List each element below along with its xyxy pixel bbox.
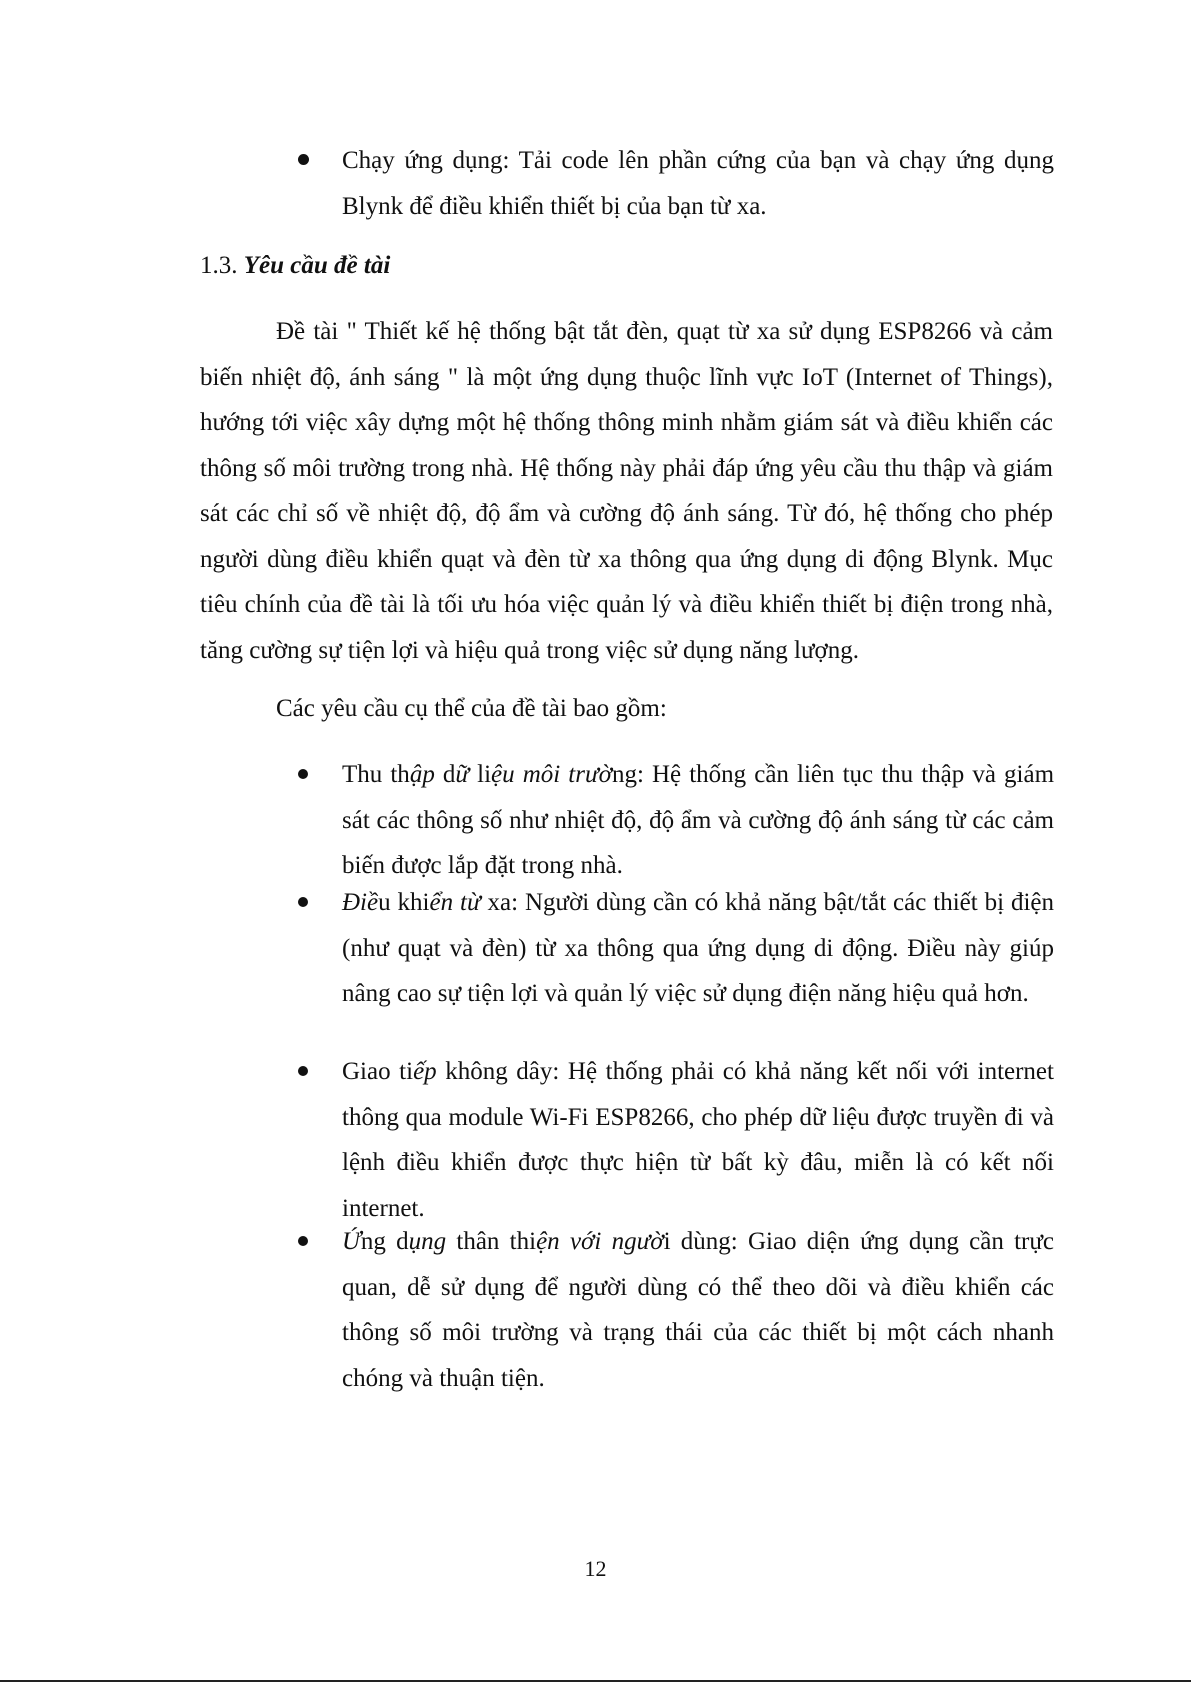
list-item-text	[342, 1219, 1054, 1401]
list-item-body: : Giao diện ứng dụng cần trực quan, dễ sử dụng để người dùng có thể theo dõi và điều khiển các thông số môi trường và trạng thái của các thiết bị một cách nhanh chóng và thuận tiện.	[342, 1228, 1055, 1392]
list-item-text	[342, 1049, 1054, 1231]
page-bottom-divider	[0, 1680, 1191, 1682]
bullet-dot	[298, 897, 308, 907]
list-item-head: Điều khiển từ xa	[342, 889, 512, 916]
section-title: Yêu cầu đề tài	[243, 252, 391, 279]
requirements-lead: Các yêu cầu cụ thể của đề tài bao gồm:	[276, 695, 667, 722]
list-item-body: : Người dùng cần có khả năng bật/tắt các thiết bị điện (như quạt và đèn) từ xa thông qua ứng dụng di động. Điều này giúp nâng cao sự tiện lợi và quản lý việc sử dụng điện năng hiệu quả hơn.	[342, 889, 1054, 1007]
list-item-body: : Hệ thống phải có khả năng kết nối với internet thông qua module Wi-Fi ESP8266, cho phép dữ liệu được truyền đi và lệnh điều khiển được thực hiện từ bất kỳ đâu, miễn là có kết nối internet.	[342, 1058, 1054, 1222]
intro-paragraph: Đề tài " Thiết kế hệ thống bật tắt đèn, quạt từ xa sử dụng ESP8266 và cảm biến nhiệt độ, ánh sáng " là một ứng dụng thuộc lĩnh vực IoT (Internet of Things), hướng tới việc xây dựng một hệ thống thông minh nhằm giám sát và điều khiển các thông số môi trường trong nhà. Hệ thống này phải đáp ứng yêu cầu thu thập và giám sát các chỉ số về nhiệt độ, độ ẩm và cường độ ánh sáng. Từ đó, hệ thống cho phép người dùng điều khiển quạt và đèn từ xa thông qua ứng dụng di động Blynk. Mục tiêu chính của đề tài là tối ưu hóa việc quản lý và điều khiển thiết bị điện trong nhà, tăng cường sự tiện lợi và hiệu quả trong việc sử dụng năng lượng.	[200, 318, 1053, 664]
page-number: 12	[584, 1556, 607, 1581]
section-heading	[200, 252, 390, 280]
bullet-dot	[298, 1066, 308, 1076]
bullet-dot	[298, 154, 309, 165]
list-item-text	[342, 752, 1054, 889]
list-item-head: Ứng dụng thân thiện với người dùng	[342, 1228, 731, 1255]
bullet-dot	[298, 769, 308, 779]
list-item-text	[342, 880, 1054, 1017]
list-item-head: Giao tiếp không dây	[342, 1058, 553, 1085]
bullet-text: Chạy ứng dụng: Tải code lên phần cứng của bạn và chạy ứng dụng Blynk để điều khiển thiết bị của bạn từ xa.	[342, 147, 1054, 220]
section-number: 1.3.	[200, 252, 238, 279]
list-item-body: : Hệ thống cần liên tục thu thập và giám sát các thông số như nhiệt độ, độ ẩm và cường độ ánh sáng từ các cảm biến được lắp đặt trong nhà.	[342, 761, 1055, 879]
list-item-head: Thu thập dữ liệu môi trường	[342, 761, 637, 788]
bullet-dot	[298, 1236, 308, 1246]
